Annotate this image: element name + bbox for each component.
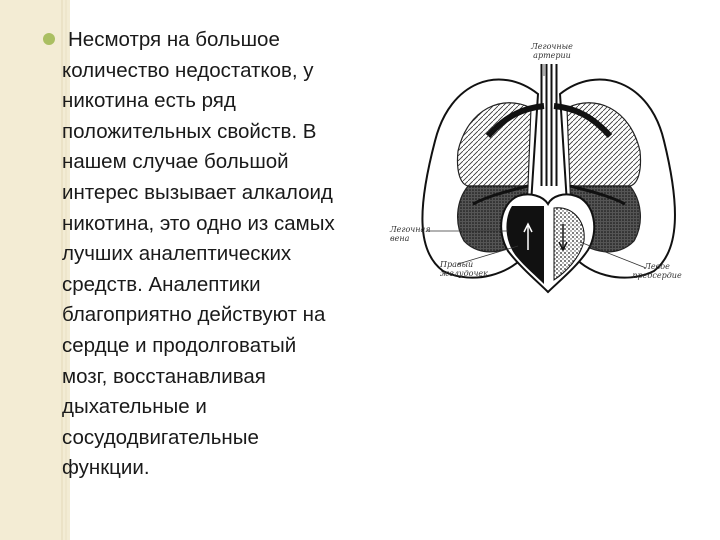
paragraph-line: никотина есть ряд bbox=[62, 89, 236, 113]
paragraph-line: Несмотря на большое bbox=[68, 28, 280, 51]
paragraph-line: лучших аналептических bbox=[62, 242, 292, 266]
label-pulmonary-arteries bbox=[524, 42, 580, 60]
label-line: желудочек bbox=[440, 269, 488, 278]
paragraph-line: функции. bbox=[62, 456, 150, 480]
paragraph-line: благоприятно действуют на bbox=[62, 303, 326, 327]
label-line: артерии bbox=[533, 51, 571, 60]
paragraph-line: интерес вызывает алкалоид bbox=[62, 180, 333, 204]
bullet-icon bbox=[43, 33, 55, 45]
paragraph-line: положительных свойств. В bbox=[62, 119, 317, 143]
paragraph-line: сосудодвигательные bbox=[62, 425, 259, 449]
label-line: вена bbox=[390, 234, 410, 243]
label-line: Легочные bbox=[531, 42, 573, 51]
heart-lungs-diagram bbox=[388, 36, 698, 321]
label-right-ventricle bbox=[440, 260, 502, 278]
paragraph-line: дыхательные и bbox=[62, 395, 207, 419]
paragraph-line: нашем случае большой bbox=[62, 150, 289, 174]
label-line: предсердие bbox=[632, 271, 682, 280]
paragraph-line: сердце и продолговатый bbox=[62, 333, 297, 357]
label-left-atrium bbox=[624, 262, 690, 280]
body-paragraph bbox=[62, 25, 392, 484]
label-pulmonary-vein bbox=[390, 225, 442, 243]
sidebar-lines bbox=[0, 0, 70, 540]
paragraph-line: средств. Аналептики bbox=[62, 272, 261, 296]
paragraph-line: никотина, это одно из самых bbox=[62, 211, 335, 235]
paragraph-line: количество недостатков, у bbox=[62, 58, 314, 82]
label-line: Левое bbox=[644, 262, 670, 271]
label-line: Правый bbox=[440, 260, 474, 269]
paragraph-line: мозг, восстанавливая bbox=[62, 364, 266, 388]
label-line: Легочная bbox=[390, 225, 431, 234]
